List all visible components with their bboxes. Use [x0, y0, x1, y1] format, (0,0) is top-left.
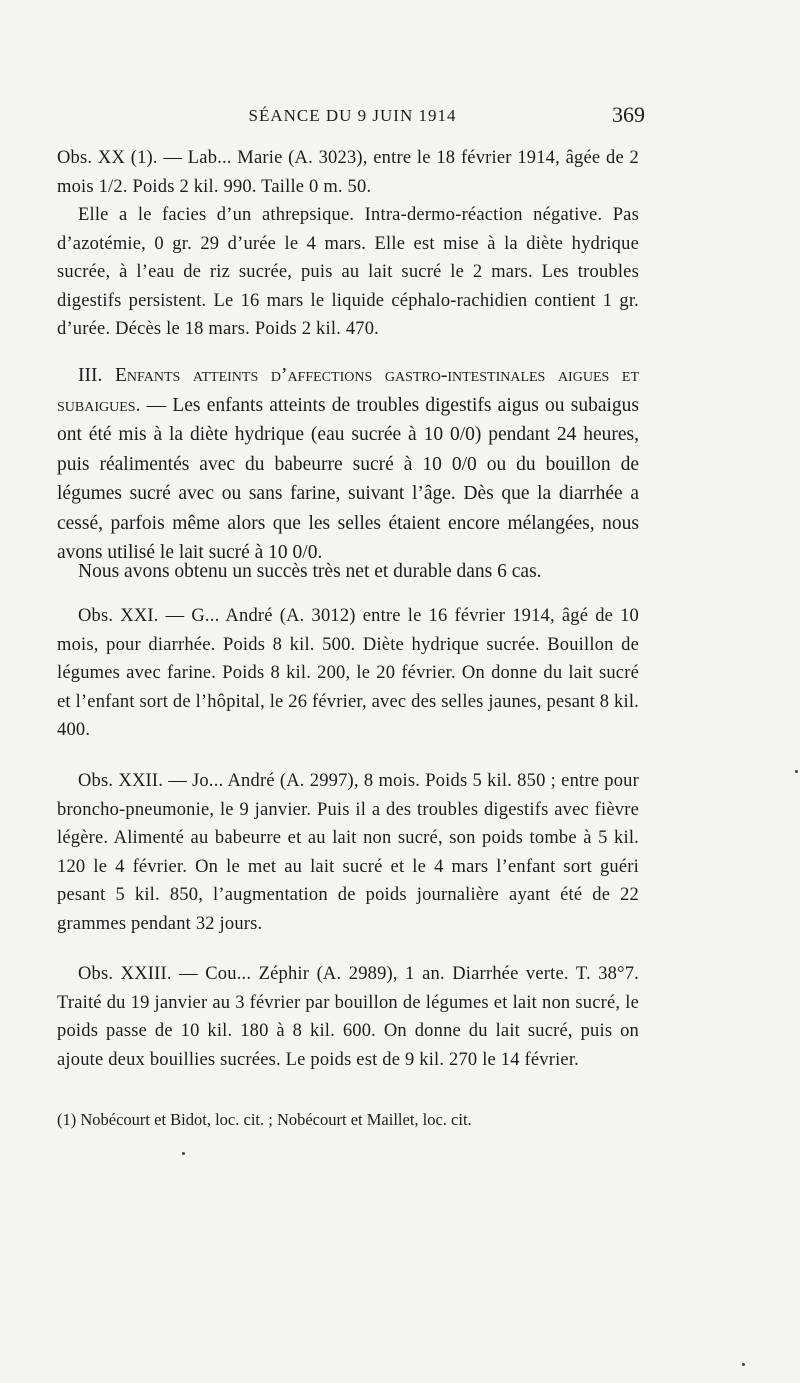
scan-speck [795, 770, 798, 773]
section-3-conclusion: Nous avons obtenu un succès très net et durable dans 6 cas. [78, 561, 542, 582]
running-title: SÉANCE DU 9 JUIN 1914 [248, 106, 457, 125]
section-3-heading: III. Enfants atteints d’affections gastro-intestinales aigues et subaigues. [57, 365, 639, 416]
footnote: (1) Nobécourt et Bidot, loc. cit. ; Nobécourt et Maillet, loc. cit. [57, 1110, 472, 1129]
page-number: 369 [612, 102, 645, 127]
obs-22: Obs. XXII. — Jo... André (A. 2997), 8 mois. Poids 5 kil. 850 ; entre pour broncho-pneumonie, le 9 janvier. Puis il a des troubles digestifs avec fièvre légère. Alimenté au babeurre et au lait non sucré, son poids tombe à 5 kil. 120 le 4 février. On le met au lait sucré et le 4 mars l’enfant sort guéri pesant 5 kil. 850, l’augmentation de poids journalière ayant été de 22 grammes pendant 32 jours. [57, 771, 639, 934]
obs-23: Obs. XXIII. — Cou... Zéphir (A. 2989), 1 an. Diarrhée verte. T. 38°7. Traité du 19 janvier au 3 février par bouillon de légumes et lait non sucré, le poids passe de 10 kil. 180 à 8 kil. 600. On donne du lait sucré, puis on ajoute deux bouillies sucrées. Le poids est de 9 kil. 270 le 14 février. [57, 964, 639, 1070]
scan-speck [182, 1152, 185, 1155]
scan-speck [742, 1363, 745, 1366]
obs-21: Obs. XXI. — G... André (A. 3012) entre le 16 février 1914, âgé de 10 mois, pour diarrhée. Poids 8 kil. 500. Diète hydrique sucrée. Bouillon de légumes avec farine. Poids 8 kil. 200, le 20 février. On donne du lait sucré et l’enfant sort de l’hôpital, le 26 février, avec des selles jaunes, pesant 8 kil. 400. [57, 606, 639, 740]
section-3 [57, 361, 639, 568]
obs-20-intro: Obs. XX (1). — Lab... Marie (A. 3023), entre le 18 février 1914, âgée de 2 mois 1/2. Poids 2 kil. 990. Taille 0 m. 50. [57, 148, 639, 197]
obs-20-body: Elle a le facies d’un athrepsique. Intra-dermo-réaction négative. Pas d’azotémie, 0 gr. 29 d’urée le 4 mars. Elle est mise à la diète hydrique sucrée, à l’eau de riz sucrée, puis au lait sucré le 2 mars. Les troubles digestifs persistent. Le 16 mars le liquide céphalo-rachidien contient 1 gr. d’urée. Décès le 18 mars. Poids 2 kil. 470. [57, 205, 639, 339]
page-header [60, 102, 645, 142]
section-3-body: — Les enfants atteints de troubles digestifs aigus ou subaigus ont été mis à la diète hydrique (eau sucrée à 10 0/0) pendant 24 heures, puis réalimentés avec du babeurre sucré à 10 0/0 ou du bouillon de légumes sucré avec ou sans farine, suivant l’âge. Dès que la diarrhée a cessé, parfois même alors que les selles étaient encore mélangées, nous avons utilisé le lait sucré à 10 0/0. [57, 394, 639, 563]
